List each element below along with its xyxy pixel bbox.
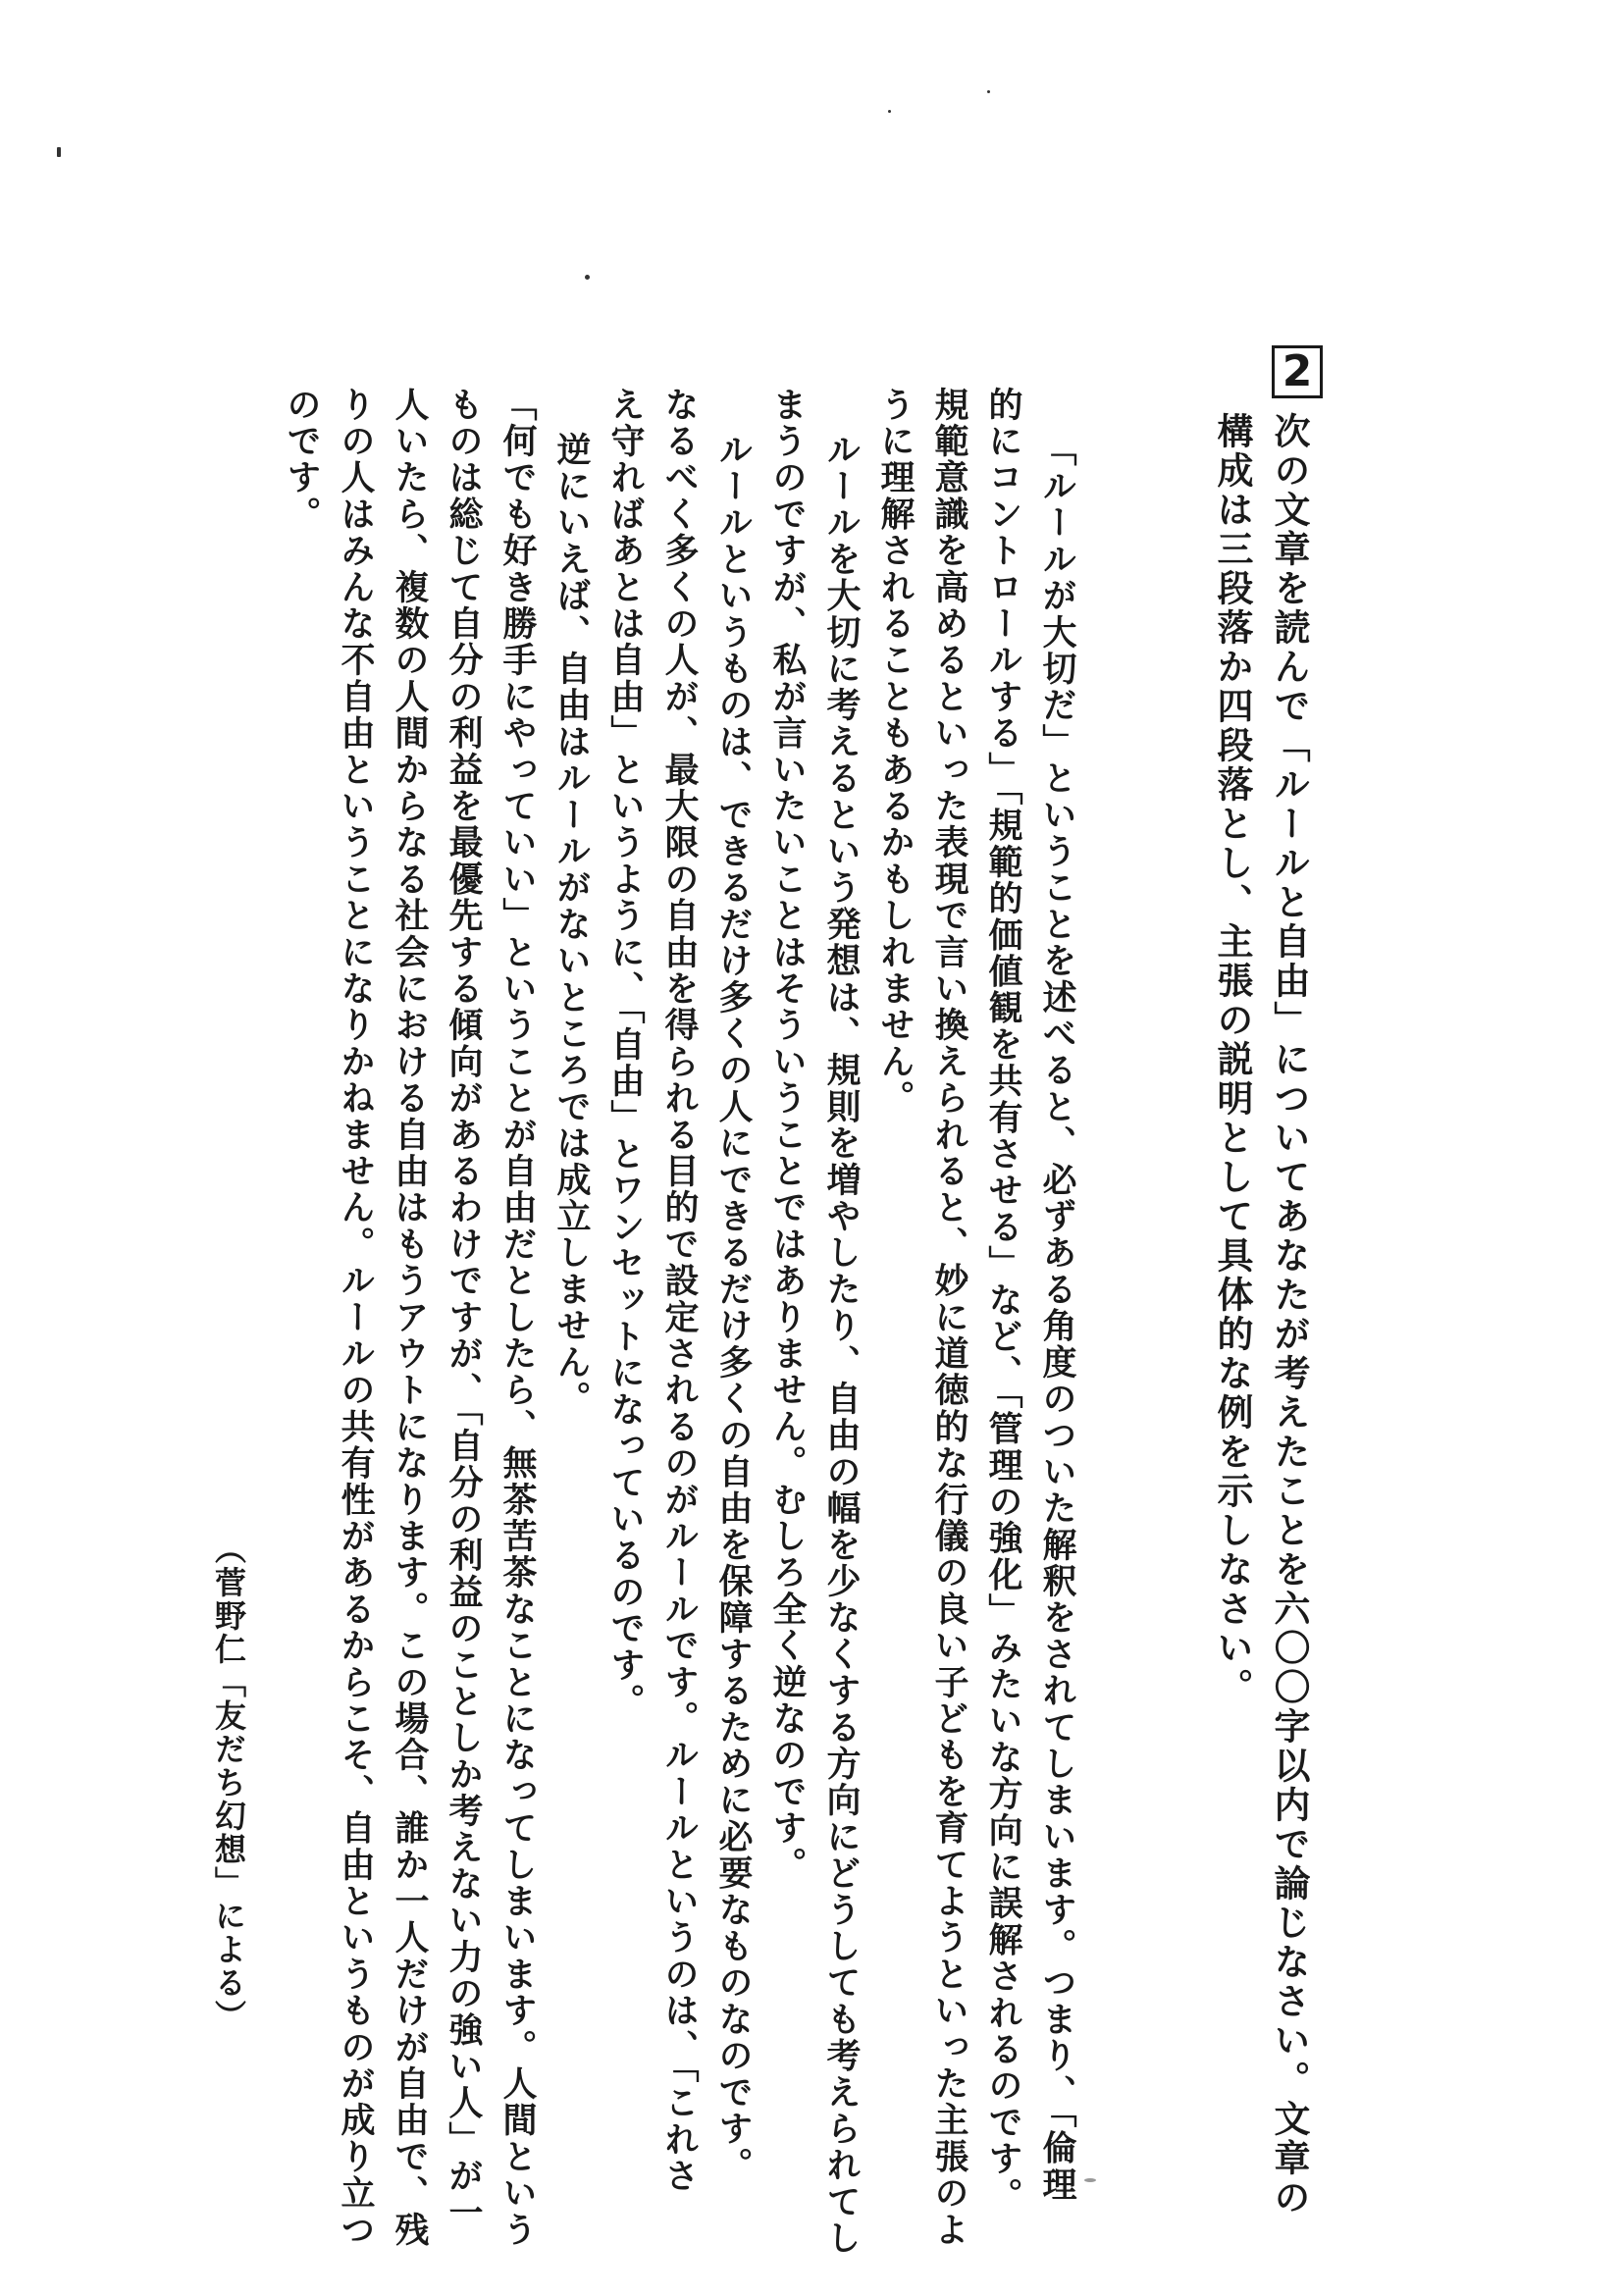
passage-line-7: ルールというものは、できるだけ多くの人にできるだけ多くの自由を保障するために必要なものなのです。 [713,432,754,2184]
passage-line-8: なるべく多くの人が、最大限の自由を得られる目的で設定されるのがルールです。ルールというのは、「これさ [659,387,700,2195]
passage-line-15: のです。 [282,387,322,533]
passage-line-11: 「何でも好き勝手にやっていい」ということが自由だとしたら、無茶苦茶なことになってしまいます。人間という [497,387,538,2249]
scan-speck [1084,2178,1096,2182]
scan-speck [57,147,61,157]
passage-line-3: 規範意識を高めるといった表現で言い換えられると、妙に道徳的な行儀の良い子どもを育てようといった主張のよ [929,387,969,2249]
passage-line-13: 人いたら、複数の人間からなる社会における自由はもうアウトになります。この場合、誰か一人だけが自由で、残 [390,387,430,2249]
passage-line-12: ものは総じて自分の利益を最優先する傾向があるわけですが、「自分の利益のことしか考えない力の強い人」が一 [444,387,484,2231]
passage-line-10: 逆にいえば、自由はルールがないところでは成立しません。 [551,432,592,1418]
question-prompt-line-1: 次の文章を読んで「ルールと自由」についてあなたが考えたことを六〇〇字以内で論じなさい。文章の [1268,412,1311,2218]
question-prompt-line-2: 構成は三段落か四段落とし、主張の説明として具体的な例を示しなさい。 [1211,412,1254,1707]
passage-line-2: 的にコントロールする」「規範的価値観を共有させる」など、「管理の強化」みたいな方向に誤解されるのです。 [983,387,1023,2215]
passage-line-1: 「ルールが大切だ」ということを述べると、必ずある角度のついた解釈をされてしまいます。つまり、「倫理 [1037,432,1077,2204]
passage-line-5: ルールを大切に考えるという発想は、規則を増やしたり、自由の幅を少なくする方向にどうしても考えられてし [821,432,862,2257]
passage-line-9: え守ればあとは自由」というように、「自由」とワンセットになっているのです。 [605,387,646,1720]
scan-speck [888,110,891,113]
scan-speck [987,90,990,93]
passage-line-6: まうのですが、私が言いたいことはそういうことではありません。むしろ全く逆なのです。 [767,387,808,1884]
scan-speck [585,275,590,280]
passage-line-14: りの人はみんな不自由ということになりかねません。ルールの共有性があるからこそ、自由というものが成り立つ [336,387,376,2249]
question-number-box: 2 [1272,345,1323,398]
source-citation: （菅野仁「友だち幻想」による） [210,1533,247,2033]
passage-line-4: うに理解されることもあるかもしれません。 [875,387,916,1117]
